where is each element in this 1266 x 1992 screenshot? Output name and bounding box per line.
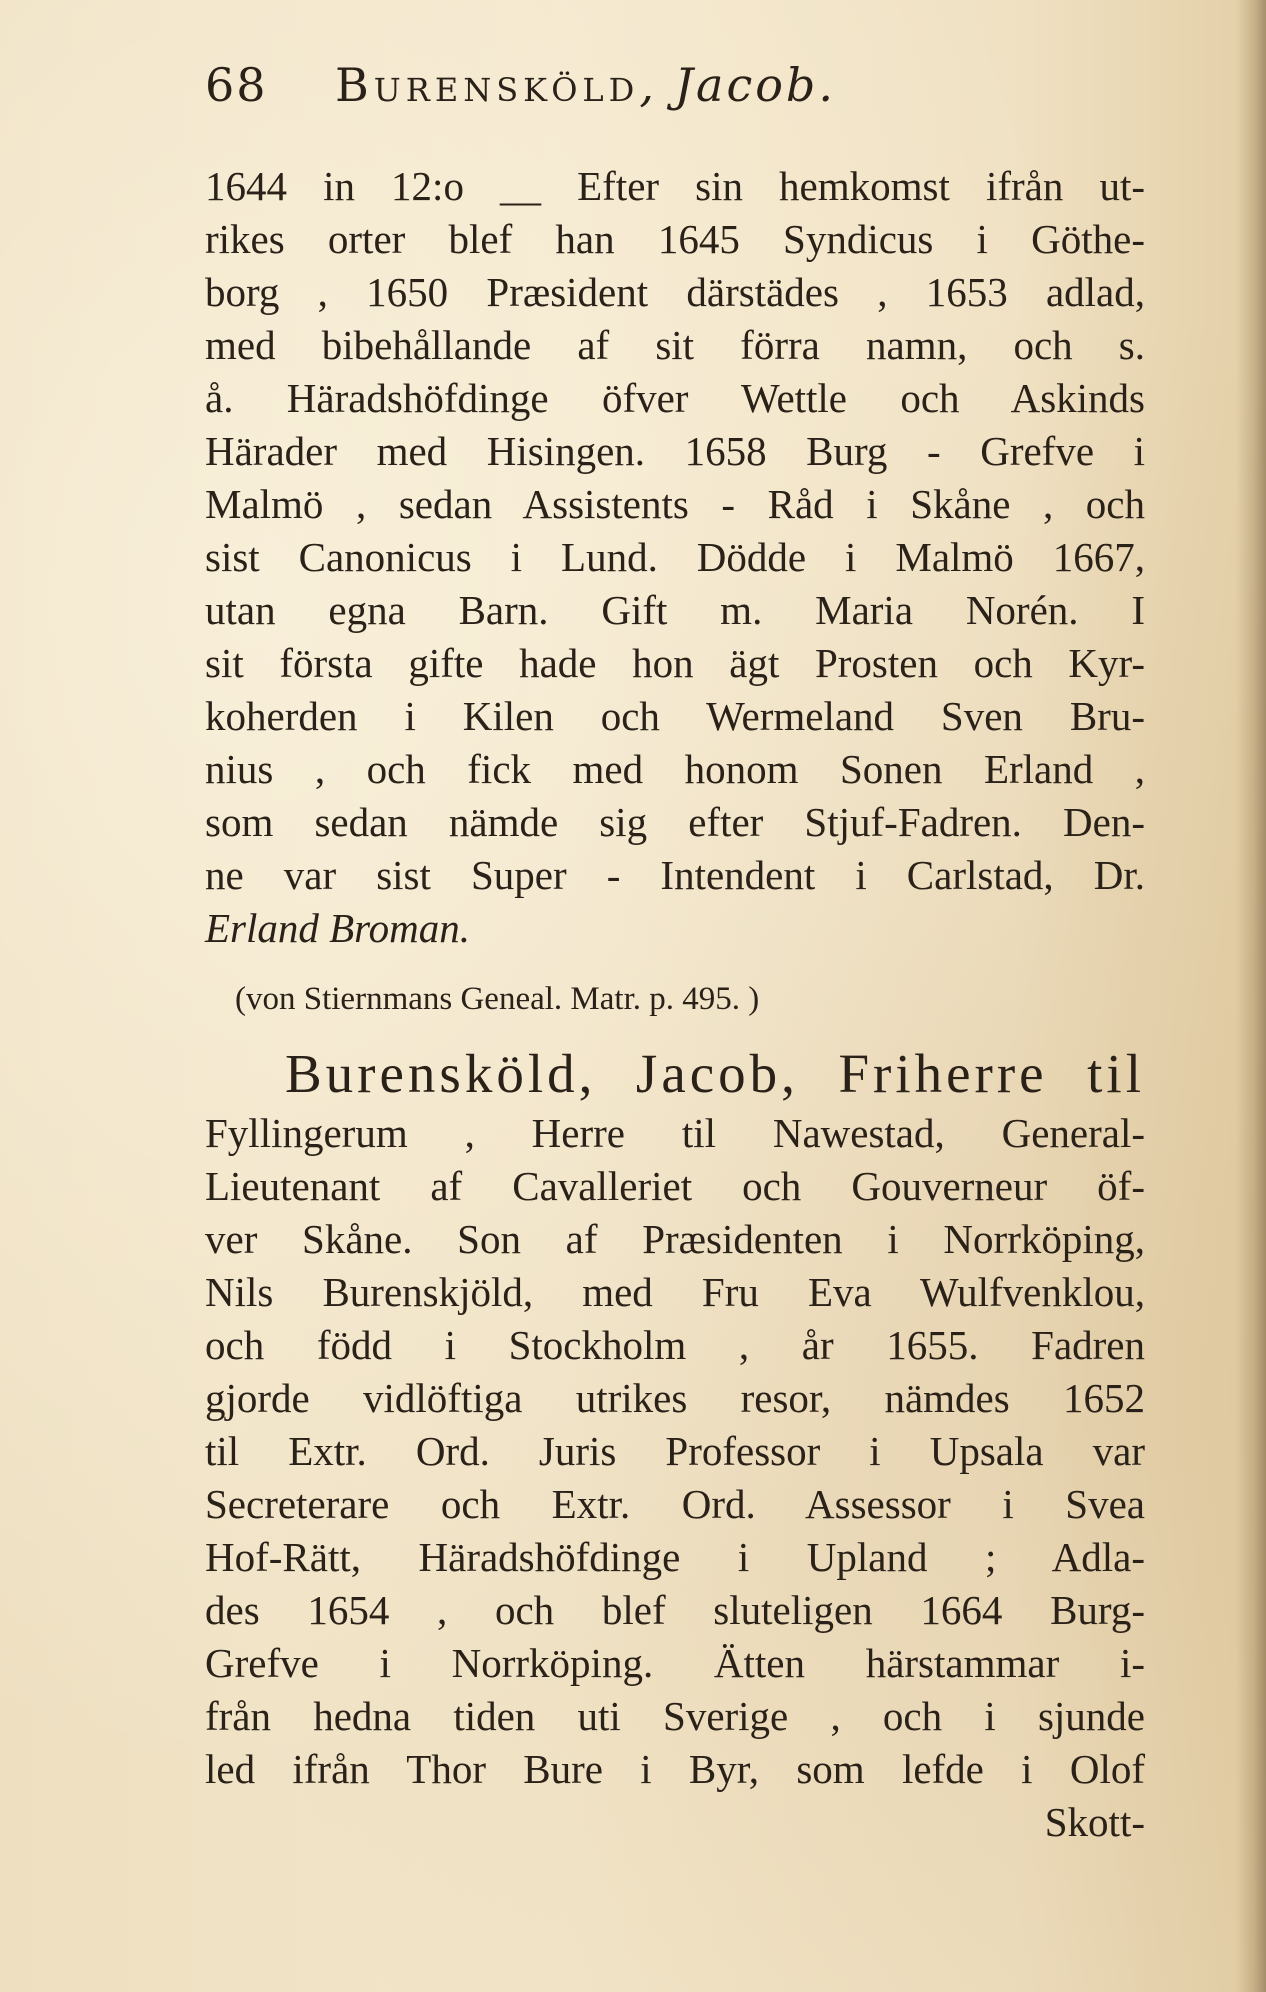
text-line: sist Canonicus i Lund. Dödde i Malmö 1667, (205, 534, 1145, 580)
text-line: ne var sist Super - Intendent i Carlstad, Dr. (205, 852, 1145, 898)
text-line: med bibehållande af sit förra namn, och s. (205, 322, 1145, 368)
text-line: ver Skåne. Son af Præsidenten i Norrköping, (205, 1216, 1145, 1262)
catchword: Skott- (1044, 1799, 1145, 1845)
text-line: Grefve i Norrköping. Ätten härstammar i- (205, 1640, 1145, 1686)
text-line: sit första gifte hade hon ägt Prosten och Kyr- (205, 640, 1145, 686)
entry-burenskold-jacob (205, 1043, 1145, 1849)
running-title-italic: , Jacob. (639, 58, 836, 112)
text-line: å. Häradshöfdinge öfver Wettle och Askinds (205, 375, 1145, 421)
running-title: Burensköld (335, 58, 640, 112)
page-number: 68 (205, 58, 268, 112)
source-reference: (von Stiernmans Geneal. Matr. p. 495. ) (235, 981, 760, 1017)
text-line: Secreterare och Extr. Ord. Assessor i Svea (205, 1481, 1145, 1527)
text-line: som sedan nämde sig efter Stjuf-Fadren. Den- (205, 799, 1145, 845)
text-line: Hof-Rätt, Häradshöfdinge i Upland ; Adla- (205, 1534, 1145, 1580)
text-line: des 1654 , och blef sluteligen 1664 Burg- (205, 1587, 1145, 1633)
text-line: Nils Burenskjöld, med Fru Eva Wulfvenklou, (205, 1269, 1145, 1315)
text-line: Härader med Hisingen. 1658 Burg - Grefve i (205, 428, 1145, 474)
text-line: led ifrån Thor Bure i Byr, som lefde i Olof (205, 1746, 1145, 1792)
text-line: från hedna tiden uti Sverige , och i sjunde (205, 1693, 1145, 1739)
text-line: 1644 in 12:o __ Efter sin hemkomst ifrån ut- (205, 163, 1145, 209)
running-header (205, 58, 1105, 128)
text-line: Lieutenant af Cavalleriet och Gouverneur öf- (205, 1163, 1145, 1209)
text-line: Erland Broman. (205, 905, 470, 951)
text-line: Malmö , sedan Assistents - Råd i Skåne , och (205, 481, 1145, 527)
text-line: Fyllingerum , Herre til Nawestad, General- (205, 1110, 1145, 1156)
body-text (205, 160, 1145, 1849)
entry-continuation (205, 160, 1145, 1029)
text-line: gjorde vidlöftiga utrikes resor, nämdes 1652 (205, 1375, 1145, 1421)
text-line: koherden i Kilen och Wermeland Sven Bru- (205, 693, 1145, 739)
text-line: til Extr. Ord. Juris Professor i Upsala var (205, 1428, 1145, 1474)
text-line: rikes orter blef han 1645 Syndicus i Göthe- (205, 216, 1145, 262)
text-line: och född i Stockholm , år 1655. Fadren (205, 1322, 1145, 1368)
entry-heading-line: Burensköld, Jacob, Friherre til (285, 1043, 1145, 1104)
page-edge-shadow (1236, 0, 1266, 1992)
text-line: utan egna Barn. Gift m. Maria Norén. I (205, 587, 1145, 633)
text-line: borg , 1650 Præsident därstädes , 1653 adlad, (205, 269, 1145, 315)
text-line: nius , och fick med honom Sonen Erland , (205, 746, 1145, 792)
